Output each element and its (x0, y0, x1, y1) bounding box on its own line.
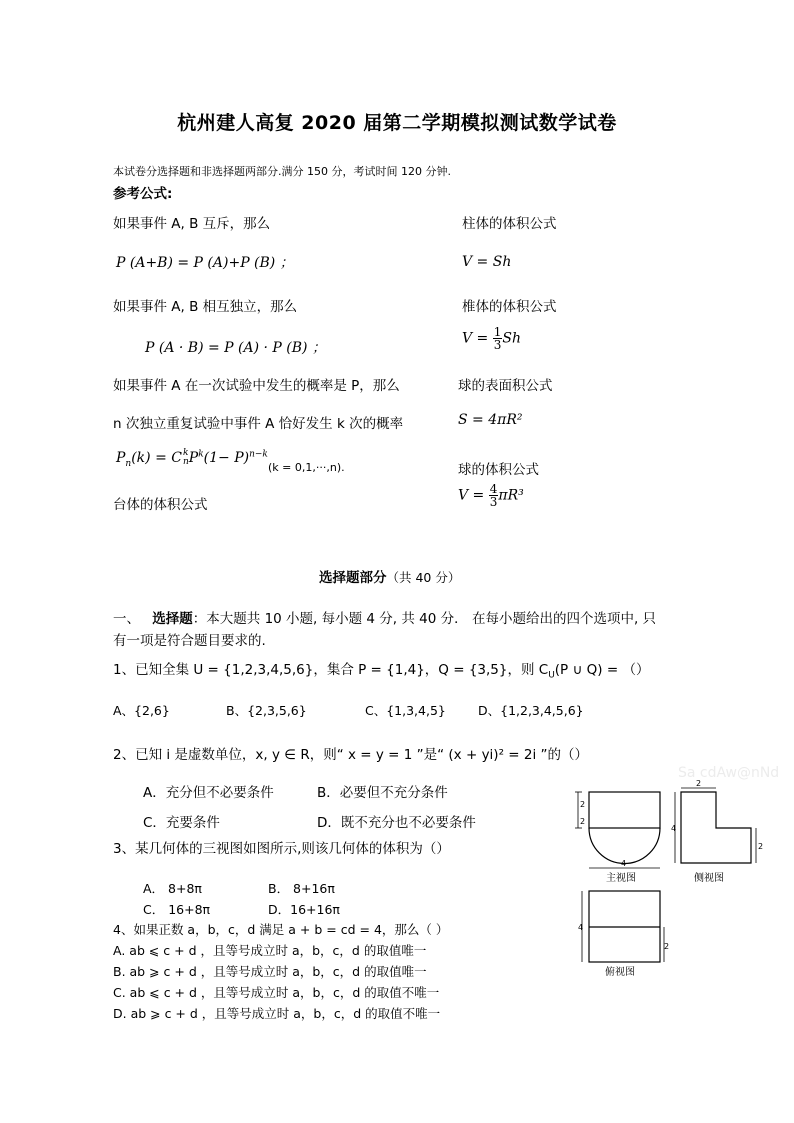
binomial-p2: P (188, 450, 199, 466)
formula-right1-text: 柱体的体积公式 (462, 216, 557, 232)
figure-watermark: Sa cdAw@nNd (678, 765, 780, 781)
sphere-eq-post: πR³ (498, 487, 524, 504)
formula-right1-eq: V = Sh (462, 254, 512, 270)
formula-right4-text: 球的体积公式 (458, 462, 539, 478)
front-dim-4: 4 (621, 859, 627, 868)
part1-desc (113, 607, 656, 627)
binomial-tail-exp: n−k (249, 449, 268, 460)
binomial-p: P (116, 450, 126, 466)
q2-option-c: C．充要条件 (143, 815, 220, 831)
frac-den: 3 (489, 495, 498, 509)
formula-left2-text: 如果事件 A, B 相互独立，那么 (113, 299, 298, 315)
part1-label: 一、 (113, 611, 140, 627)
formula-right2-text: 椎体的体积公式 (462, 299, 557, 315)
formula-left1-text: 如果事件 A, B 互斥，那么 (113, 216, 271, 232)
side-dim-2-right: 2 (758, 842, 764, 851)
q1-stem-tail: (P ∪ Q) = （） (554, 662, 650, 678)
q3-option-d: D．16+16π (268, 902, 340, 917)
binomial-p-exp: k (198, 449, 204, 460)
front-view-label: 主视图 (606, 873, 636, 884)
top-view-label: 俯视图 (605, 967, 635, 978)
top-dim-2: 2 (664, 942, 670, 951)
section-title: 选择题部分 (319, 570, 387, 586)
binomial-mid: (k) = C (131, 450, 182, 466)
exam-intro: 本试卷分选择题和非选择题两部分.满分 150 分，考试时间 120 分钟. (113, 165, 451, 178)
q1-option-d: D、{1,2,3,4,5,6} (478, 703, 584, 718)
q1-option-b: B、{2,3,5,6} (226, 703, 307, 718)
binomial-c-sup: k (182, 448, 189, 458)
binomial-c-sub: n (182, 457, 189, 467)
frac-num: 1 (493, 325, 502, 339)
front-dim-2b: 2 (580, 817, 586, 826)
fraction-one-third (493, 326, 503, 351)
front-view (575, 792, 660, 884)
q3-option-c: C． 16+8π (143, 902, 211, 917)
formula-binomial (116, 449, 268, 469)
binomial-range: (k = 0,1,···,n). (268, 461, 345, 474)
question-4-stem: 4、如果正数 a，b，c，d 满足 a + b = cd = 4，那么（ ） (113, 922, 449, 937)
part1-name: 选择题 (152, 611, 193, 627)
formula-right3-eq: S = 4πR² (458, 412, 523, 428)
side-view-label: 侧视图 (694, 873, 724, 884)
formula-right3-text: 球的表面积公式 (458, 378, 553, 394)
formula-right2-eq (462, 326, 521, 351)
formula-left5-text: 台体的体积公式 (113, 497, 208, 513)
formula-right4-eq (458, 483, 524, 508)
q3-option-b: B． 8+16π (268, 881, 335, 896)
fraction-four-thirds (489, 483, 499, 508)
q1-option-c: C、{1,3,4,5} (365, 703, 446, 718)
q1-option-a: A、{2,6} (113, 703, 170, 718)
q2-option-d: D．既不充分也不必要条件 (317, 815, 476, 831)
three-view-figure (570, 760, 790, 985)
cone-eq-post: Sh (502, 330, 521, 347)
formula-left2-eq: P (A · B) = P (A) · P (B) ； (145, 340, 326, 356)
question-2-stem: 2、已知 i 是虚数单位，x, y ∈ R，则“ x = y = 1 ”是“ (x + yi)² = 2i ”的（） (113, 747, 589, 763)
side-view (671, 779, 763, 884)
q4-option-a: A. ab ⩽ c + d ，且等号成立时 a，b，c，d 的取值唯一 (113, 943, 427, 958)
q4-option-c: C. ab ⩽ c + d ，且等号成立时 a，b，c，d 的取值不唯一 (113, 985, 440, 1000)
q2-option-a: A．充分但不必要条件 (143, 785, 274, 801)
question-1-stem (113, 658, 649, 681)
q1-stem-main: 1、已知全集 U = {1,2,3,4,5,6}，集合 P = {1,4}，Q = {3,5}，则 C (113, 662, 549, 678)
formula-left1-eq: P (A+B) = P (A)+P (B) ； (116, 255, 294, 271)
q1-stem-sub: U (548, 670, 555, 681)
frac-den: 3 (493, 338, 502, 352)
formula-left3-text: 如果事件 A 在一次试验中发生的概率是 P，那么 (113, 378, 400, 394)
q3-option-a: A． 8+8π (143, 881, 202, 896)
binomial-sub-n: n (125, 458, 132, 469)
side-dim-4: 4 (671, 824, 677, 833)
formulas-heading: 参考公式: (113, 186, 173, 202)
side-dim-2-top: 2 (696, 779, 702, 788)
front-dim-2a: 2 (580, 800, 586, 809)
q4-option-b: B. ab ⩾ c + d ，且等号成立时 a，b，c，d 的取值唯一 (113, 964, 427, 979)
q2-option-b: B．必要但不充分条件 (317, 785, 448, 801)
section-heading (319, 566, 460, 586)
cone-eq-pre: V = (462, 330, 489, 347)
page-title: 杭州建人高复 2020 届第二学期模拟测试数学试卷 (177, 112, 617, 134)
sphere-eq-pre: V = (458, 487, 485, 504)
section-score: （共 40 分） (386, 570, 461, 585)
question-3-stem: 3、某几何体的三视图如图所示,则该几何体的体积为（） (113, 841, 450, 857)
frac-num: 4 (489, 482, 498, 496)
binomial-tail: (1− P) (203, 450, 250, 466)
top-dim-4: 4 (578, 923, 584, 932)
q4-option-d: D. ab ⩾ c + d ，且等号成立时 a，b，c，d 的取值不唯一 (113, 1006, 441, 1021)
top-view (578, 891, 669, 978)
part1-desc2: 有一项是符合题目要求的. (113, 633, 266, 649)
formula-left4-text: n 次独立重复试验中事件 A 恰好发生 k 次的概率 (113, 416, 404, 432)
part1-text: ：本大题共 10 小题, 每小题 4 分, 共 40 分． 在每小题给出的四个选项中, 只 (192, 611, 657, 627)
